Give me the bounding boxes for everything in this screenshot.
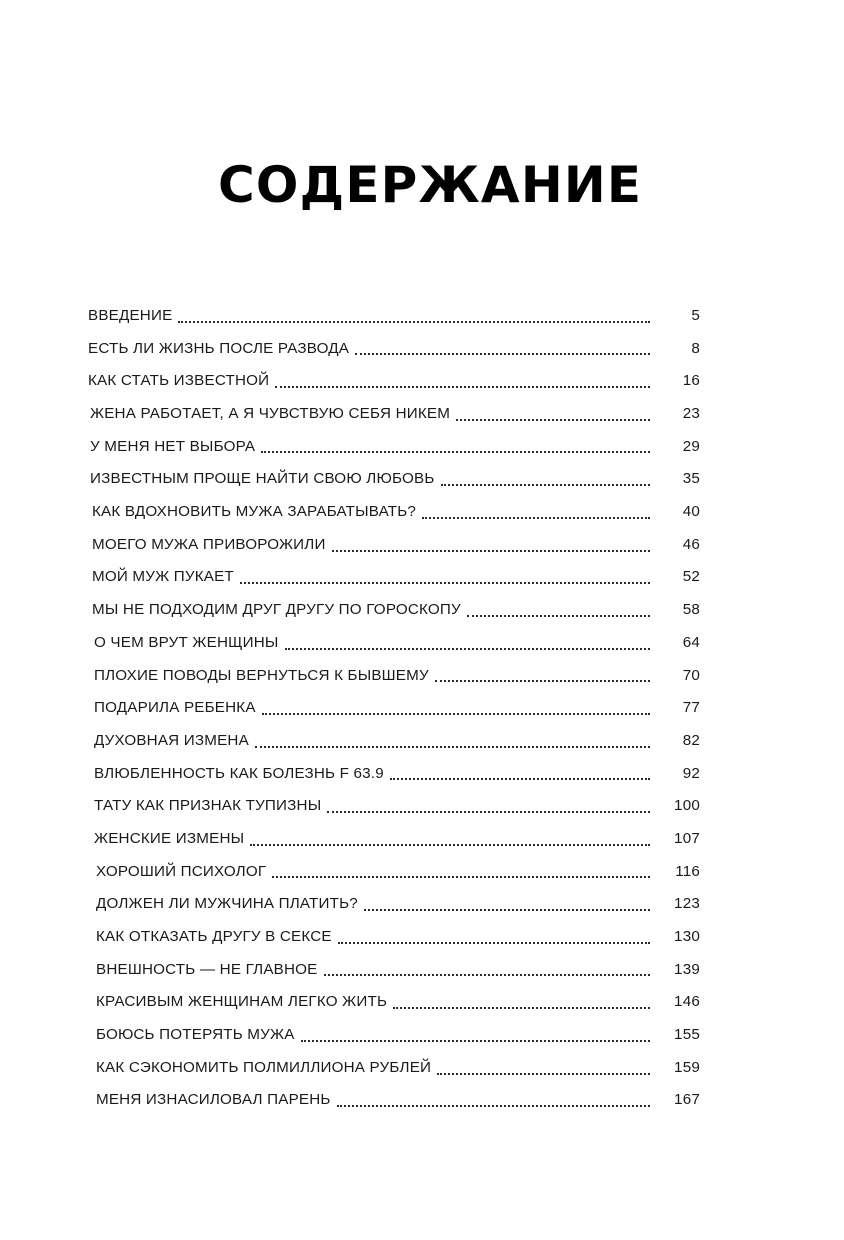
toc-entry-page-number: 107 bbox=[674, 829, 700, 847]
toc-entry-page-number: 46 bbox=[682, 535, 700, 553]
toc-entry-label: ВЛЮБЛЕННОСТЬ КАК БОЛЕЗНЬ F 63.9 bbox=[94, 764, 384, 782]
toc-entry-label: МОЙ МУЖ ПУКАЕТ bbox=[92, 568, 234, 586]
toc-entry[interactable] bbox=[92, 594, 700, 627]
toc-entry[interactable] bbox=[94, 627, 700, 660]
toc-entry-page-number: 159 bbox=[674, 1058, 700, 1076]
toc-entry-label: МЫ НЕ ПОДХОДИМ ДРУГ ДРУГУ ПО ГОРОСКОПУ bbox=[92, 601, 461, 619]
toc-leader-dots bbox=[332, 529, 650, 562]
toc-entry[interactable] bbox=[96, 1019, 700, 1052]
toc-entry-page-number: 146 bbox=[674, 993, 700, 1011]
toc-entry-page-number: 64 bbox=[682, 633, 700, 651]
toc-entry-label: КАК ВДОХНОВИТЬ МУЖА ЗАРАБАТЫВАТЬ? bbox=[92, 503, 417, 521]
toc-leader-dots bbox=[275, 365, 650, 398]
toc-leader-dots bbox=[327, 790, 650, 823]
page-title: СОДЕРЖАНИЕ bbox=[218, 155, 643, 214]
toc-entry-page-number: 123 bbox=[674, 895, 700, 913]
toc-leader-dots bbox=[338, 921, 650, 954]
toc-entry[interactable] bbox=[88, 333, 700, 366]
toc-entry-page-number: 167 bbox=[674, 1091, 700, 1109]
toc-entry-page-number: 70 bbox=[682, 666, 700, 684]
toc-leader-dots bbox=[261, 431, 650, 464]
toc-leader-dots bbox=[355, 333, 650, 366]
toc-entry-page-number: 8 bbox=[691, 339, 700, 357]
toc-leader-dots bbox=[364, 888, 650, 921]
toc-entry[interactable] bbox=[92, 529, 700, 562]
toc-list bbox=[88, 300, 700, 1117]
toc-entry-label: МЕНЯ ИЗНАСИЛОВАЛ ПАРЕНЬ bbox=[96, 1091, 331, 1109]
toc-entry-page-number: 58 bbox=[682, 601, 700, 619]
toc-leader-dots bbox=[324, 954, 651, 987]
toc-leader-dots bbox=[250, 823, 650, 856]
toc-entry-page-number: 139 bbox=[674, 960, 700, 978]
toc-entry-label: ЖЕНСКИЕ ИЗМЕНЫ bbox=[94, 829, 245, 847]
toc-entry-page-number: 35 bbox=[682, 470, 700, 488]
toc-entry[interactable] bbox=[96, 986, 700, 1019]
toc-entry[interactable] bbox=[94, 790, 700, 823]
toc-entry[interactable] bbox=[90, 431, 700, 464]
toc-entry-label: ХОРОШИЙ ПСИХОЛОГ bbox=[96, 862, 267, 880]
toc-entry[interactable] bbox=[94, 660, 700, 693]
toc-leader-dots bbox=[390, 758, 650, 791]
toc-entry[interactable] bbox=[96, 921, 700, 954]
toc-entry-label: ТАТУ КАК ПРИЗНАК ТУПИЗНЫ bbox=[94, 797, 322, 815]
toc-entry-page-number: 77 bbox=[682, 699, 700, 717]
toc-entry-label: БОЮСЬ ПОТЕРЯТЬ МУЖА bbox=[96, 1026, 295, 1044]
toc-entry-label: ЖЕНА РАБОТАЕТ, А Я ЧУВСТВУЮ СЕБЯ НИКЕМ bbox=[90, 405, 451, 423]
toc-entry-label: КРАСИВЫМ ЖЕНЩИНАМ ЛЕГКО ЖИТЬ bbox=[96, 993, 388, 1011]
toc-leader-dots bbox=[272, 856, 650, 889]
toc-entry[interactable] bbox=[94, 692, 700, 725]
toc-entry[interactable] bbox=[96, 856, 700, 889]
toc-entry-page-number: 29 bbox=[682, 437, 700, 455]
toc-entry-page-number: 5 bbox=[691, 306, 700, 324]
toc-entry-label: МОЕГО МУЖА ПРИВОРОЖИЛИ bbox=[92, 535, 326, 553]
toc-entry-page-number: 155 bbox=[674, 1026, 700, 1044]
toc-entry[interactable] bbox=[96, 954, 700, 987]
toc-entry-label: ЕСТЬ ЛИ ЖИЗНЬ ПОСЛЕ РАЗВОДА bbox=[88, 339, 350, 357]
toc-entry-page-number: 52 bbox=[682, 568, 700, 586]
toc-entry-label: ИЗВЕСТНЫМ ПРОЩЕ НАЙТИ СВОЮ ЛЮБОВЬ bbox=[90, 470, 435, 488]
toc-entry[interactable] bbox=[96, 1085, 700, 1118]
toc-entry-label: КАК СЭКОНОМИТЬ ПОЛМИЛЛИОНА РУБЛЕЙ bbox=[96, 1058, 432, 1076]
toc-entry-label: ДУХОВНАЯ ИЗМЕНА bbox=[94, 731, 249, 749]
toc-leader-dots bbox=[255, 725, 650, 758]
toc-leader-dots bbox=[437, 1052, 650, 1085]
toc-entry-page-number: 16 bbox=[682, 372, 700, 390]
toc-entry[interactable] bbox=[94, 725, 700, 758]
toc-leader-dots bbox=[456, 398, 650, 431]
toc-leader-dots bbox=[435, 660, 650, 693]
toc-entry[interactable] bbox=[90, 398, 700, 431]
toc-leader-dots bbox=[467, 594, 650, 627]
toc-leader-dots bbox=[240, 562, 650, 595]
toc-entry-label: О ЧЕМ ВРУТ ЖЕНЩИНЫ bbox=[94, 633, 279, 651]
toc-entry-label: У МЕНЯ НЕТ ВЫБОРА bbox=[90, 437, 256, 455]
toc-entry[interactable] bbox=[88, 365, 700, 398]
toc-leader-dots bbox=[285, 627, 650, 660]
toc-entry-page-number: 82 bbox=[682, 731, 700, 749]
toc-entry-label: ПОДАРИЛА РЕБЕНКА bbox=[94, 699, 256, 717]
toc-entry-label: КАК СТАТЬ ИЗВЕСТНОЙ bbox=[88, 372, 270, 390]
toc-entry[interactable] bbox=[92, 562, 700, 595]
toc-entry[interactable] bbox=[92, 496, 700, 529]
toc-entry[interactable] bbox=[88, 300, 700, 333]
toc-leader-dots bbox=[301, 1019, 650, 1052]
toc-entry[interactable] bbox=[90, 463, 700, 496]
toc-entry-page-number: 130 bbox=[674, 928, 700, 946]
toc-entry-page-number: 40 bbox=[682, 503, 700, 521]
toc-entry-page-number: 116 bbox=[675, 862, 700, 880]
toc-leader-dots bbox=[441, 463, 651, 496]
toc-entry-page-number: 92 bbox=[682, 764, 700, 782]
toc-entry-label: ПЛОХИЕ ПОВОДЫ ВЕРНУТЬСЯ К БЫВШЕМУ bbox=[94, 666, 429, 684]
toc-entry[interactable] bbox=[94, 823, 700, 856]
toc-entry-page-number: 23 bbox=[682, 405, 700, 423]
toc-entry-label: КАК ОТКАЗАТЬ ДРУГУ В СЕКСЕ bbox=[96, 928, 332, 946]
toc-entry[interactable] bbox=[96, 888, 700, 921]
toc-entry[interactable] bbox=[96, 1052, 700, 1085]
toc-leader-dots bbox=[393, 986, 650, 1019]
toc-entry-label: ВВЕДЕНИЕ bbox=[88, 306, 173, 324]
toc-leader-dots bbox=[262, 692, 650, 725]
toc-leader-dots bbox=[178, 300, 650, 333]
toc-leader-dots bbox=[422, 496, 650, 529]
toc-entry[interactable] bbox=[94, 758, 700, 791]
toc-entry-label: ДОЛЖЕН ЛИ МУЖЧИНА ПЛАТИТЬ? bbox=[96, 895, 358, 913]
toc-leader-dots bbox=[337, 1085, 650, 1118]
toc-entry-label: ВНЕШНОСТЬ — НЕ ГЛАВНОЕ bbox=[96, 960, 318, 978]
toc-entry-page-number: 100 bbox=[674, 797, 700, 815]
